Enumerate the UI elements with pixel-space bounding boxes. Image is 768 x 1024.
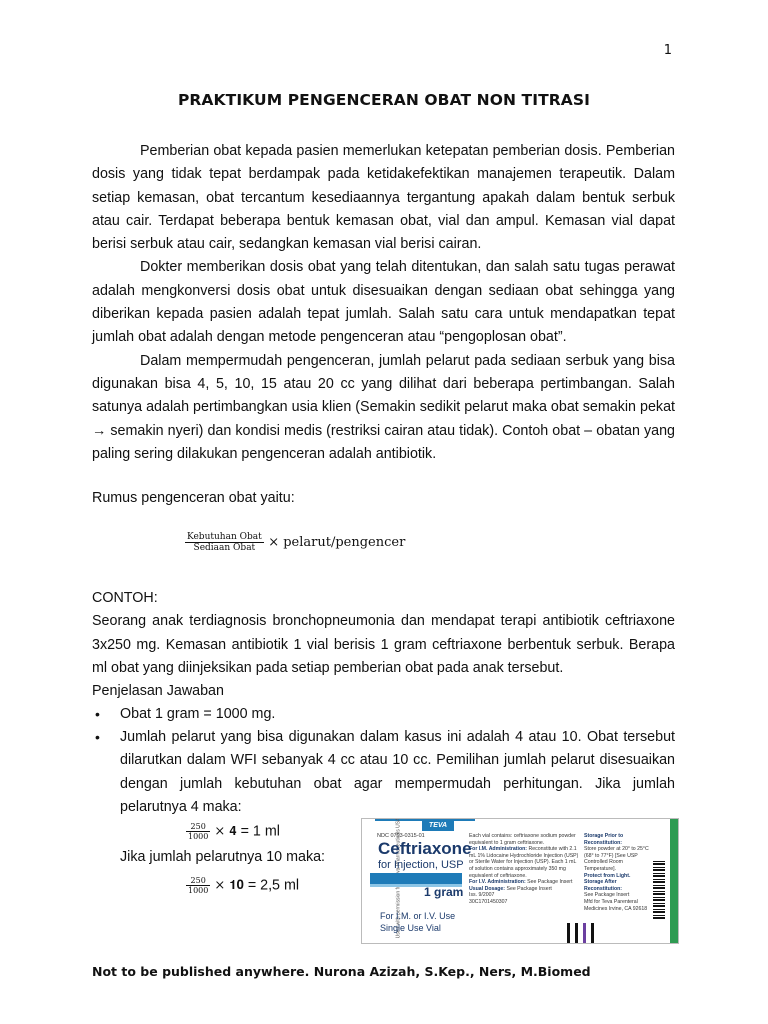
label-green-stripe <box>670 819 678 943</box>
label-color-bar <box>370 873 462 884</box>
dilution-formula <box>185 532 405 553</box>
label-instructions: Each vial contains: ceftriaxone sodium powder equivalent to 1 gram ceftriaxone. For I.M. Administration: Reconstitute with 2.1 mL 1% Lidocaine Hydrochloride Injection (USP) or Sterile Water for Injection (USP). Each 1 mL of solution contains approximately 350 mg equivalent of ceftriaxone. For I.V. Administration: See Package Insert Usual Dosage: See Package Insert Iss. 9/2007 30C1701450307 <box>469 833 579 905</box>
label-ndc: NDC 0703-0315-01 <box>377 833 425 839</box>
page-number: 1 <box>663 43 672 58</box>
label-vial-type: Single Use Vial <box>380 923 441 933</box>
footer-note: Not to be published anywhere. Nurona Azizah, S.Kep., Ners, M.Biomed <box>92 964 591 979</box>
ceftriaxone-vial-label <box>361 818 679 944</box>
calculation-2: $\frac{250}{1000}$ × 𝟏𝟎 = 2,5 ml <box>188 876 300 895</box>
bullet-2-marker: • <box>95 729 100 745</box>
formula-intro: Rumus pengenceran obat yaitu: <box>92 490 295 506</box>
intro-paragraph <box>92 140 675 466</box>
label-dose: 1 gram <box>424 885 464 899</box>
example-block <box>92 587 675 703</box>
page-title: PRAKTIKUM PENGENCERAN OBAT NON TITRASI <box>177 91 591 109</box>
bullet-1-text: Obat 1 gram = 1000 mg. <box>120 706 276 722</box>
bullet-2-text: Jumlah pelarut yang bisa digunakan dalam kasus ini adalah 4 atau 10. Obat tersebut dilarutkan dalam WFI sebanyak 4 cc atau 10 cc. Pemilihan jumlah pelarut disesuaikan dengan jumlah kebutuhan obat agar mempermudah perhitungan. Jika jumlah pelarutnya 4 maka: <box>120 729 675 815</box>
paragraph-2: Dokter memberikan dosis obat yang telah ditentukan, dan salah satu tugas perawat adalah mengkonversi dosis obat untuk disesuaikan dengan sediaan obat sehingga yang diberikan kepada pasien adalah tepat jumlah. Salah satu cara untuk mendapatkan tepat jumlah obat adalah dengan metode pengenceran atau “pengoplosan obat”. <box>92 259 675 346</box>
example-text: Seorang anak terdiagnosis bronchopneumonia dan mendapat terapi antibiotik ceftriaxone 3x250 mg. Kemasan antibiotik 1 vial berisis 1 gram ceftriaxone berbentuk serbuk. Berapa ml obat yang diinjeksikan pada setiap pemberian obat pada anak tersebut. <box>92 613 675 676</box>
bullet-1-marker: • <box>95 706 100 722</box>
formula-numerator: Kebutuhan Obat <box>187 532 262 542</box>
calculation-1: $\frac{250}{1000}$ × 𝟒 = 1 ml <box>188 822 280 841</box>
label-drug-name: Ceftriaxone <box>378 839 472 858</box>
label-storage: Storage Prior to Reconstitution: Store powder at 20° to 25°C (68° to 77°F) [See USP Controlled Room Temperature]. Protect from Light. Storage After Reconstitution: See Package Insert Mfd for Teva Parenteral Medicines Irvine, CA 92618 <box>584 833 649 912</box>
formula-fraction <box>185 532 264 553</box>
barcode-icon <box>653 859 665 919</box>
formula-denominator: Sediaan Obat <box>193 543 256 553</box>
answer-heading: Penjelasan Jawaban <box>92 683 224 700</box>
formula-rest: × pelarut/pengencer <box>268 535 406 550</box>
label-drug-form: for Injection, USP <box>378 859 464 871</box>
label-brand-logo: TEVA <box>422 821 454 831</box>
paragraph-1: Pemberian obat kepada pasien memerlukan ketepatan pemberian dosis. Pemberian dosis yang tidak tepat berdampak pada ketidakefektikan manajemen terapeutik. Dalam setiap kemasan, obat tercantum kesediaannya tergantung apakah dalam bentuk serbuk atau cair. Terdapat beberapa bentuk kemasan obat, vial dan ampul. Kemasan vial dapat berisi serbuk atau cair, sedangkan kemasan vial berisi cairan. <box>92 143 675 253</box>
example-heading: CONTOH: <box>92 590 158 606</box>
calc1-fraction: $\frac{250}{1000}$ <box>188 822 209 841</box>
label-route: For I.M. or I.V. Use <box>380 911 456 921</box>
calc2-fraction: $\frac{250}{1000}$ <box>188 876 209 895</box>
label-stripe-marks <box>567 923 599 944</box>
paragraph-3: Dalam mempermudah pengenceran, jumlah pelarut pada sediaan serbuk yang bisa digunakan bisa 4, 5, 10, 15 atau 20 cc yang dilihat dari beberapa pertimbangan. Salah satunya adalah pertimbangkan usia klien (Semakin sedikit pelarut maka obat semakin pekat → semakin nyeri) dan kondisi medis (restriksi cairan atau tidak). Contoh obat – obatan yang paling sering dilakukan pengenceran adalah antibiotik. <box>92 352 675 462</box>
calculation-2-intro: Jika jumlah pelarutnya 10 maka: <box>120 849 326 865</box>
